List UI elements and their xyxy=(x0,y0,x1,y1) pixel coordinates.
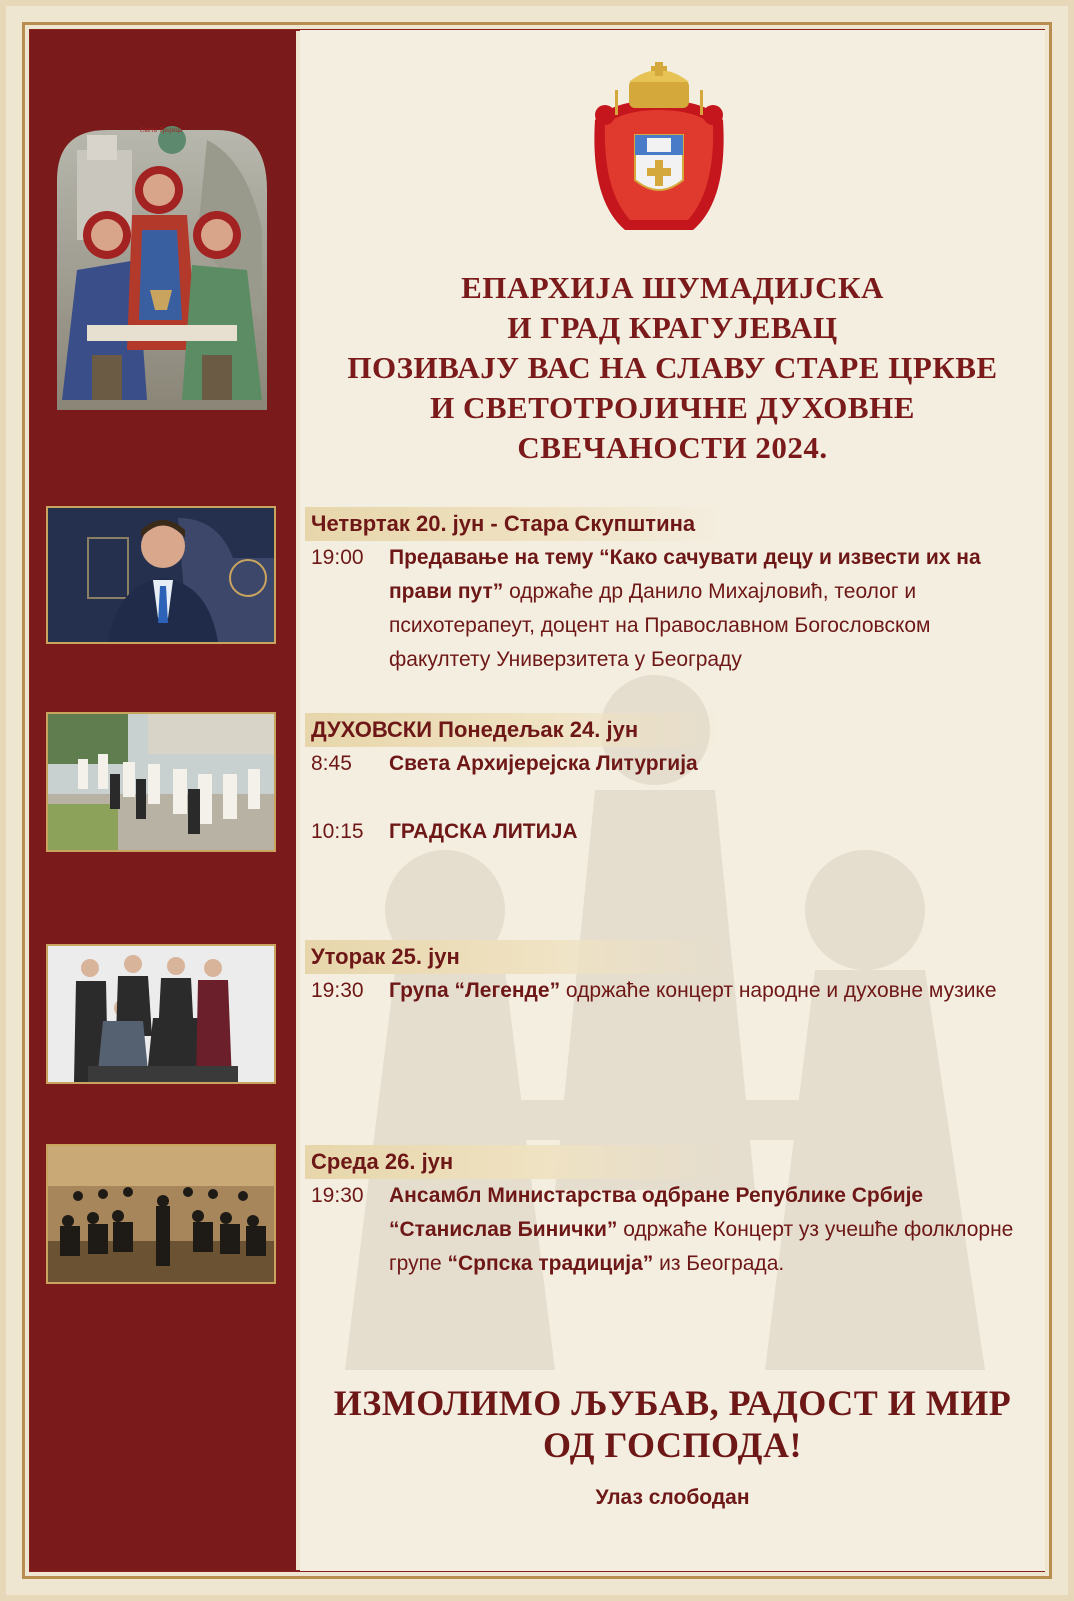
photo-orchestra xyxy=(46,1144,276,1284)
title-line: И СВЕТОТРОЈИЧНЕ ДУХОВНЕ xyxy=(430,390,915,425)
trinity-watermark-icon xyxy=(325,670,1005,1430)
poster-title xyxy=(300,268,1045,468)
band-group-icon xyxy=(48,946,274,1082)
event-description xyxy=(389,815,1029,849)
diocese-coat-of-arms-icon xyxy=(585,60,733,240)
lecturer-portrait-icon xyxy=(48,508,274,642)
title-line: ЕПАРХИЈА ШУМАДИЈСКА xyxy=(461,270,884,305)
title-line: СВЕЧАНОСТИ 2024. xyxy=(517,430,828,465)
event-title: Света Архијерејска Литургија xyxy=(389,752,698,775)
event-details-end: из Београда. xyxy=(653,1252,785,1275)
photo-lecturer xyxy=(46,506,276,644)
event-title-secondary: “Српска традиција” xyxy=(447,1252,654,1275)
entry-note: Улаз слободан xyxy=(595,1486,750,1509)
day-header-thursday: Четвртак 20. јун - Стара Скупштина xyxy=(305,507,725,541)
event-details: одржаће Концерт уз учешће фолклорне групе xyxy=(389,1218,1014,1275)
title-line: ПОЗИВАЈУ ВАС НА СЛАВУ СТАРЕ ЦРКВЕ xyxy=(347,350,998,385)
event-title: Предавање на тему “Како сачувати децу и извести их на прави пут” xyxy=(389,546,981,603)
event-description xyxy=(389,541,1029,677)
procession-image-icon xyxy=(48,714,274,850)
event-time: 19:30 xyxy=(311,979,364,1002)
event-description xyxy=(389,1179,1029,1281)
event-title: Група “Легенде” xyxy=(389,979,561,1002)
day-header-wednesday: Среда 26. јун xyxy=(305,1145,725,1179)
event-time: 19:00 xyxy=(311,546,364,569)
icon-inscription: Света Тројица xyxy=(139,126,183,134)
event-details: одржаће концерт народне и духовне музике xyxy=(560,979,997,1002)
event-title: ГРАДСКА ЛИТИЈА xyxy=(389,820,578,843)
closing-line: ОД ГОСПОДА! xyxy=(543,1425,802,1465)
photo-group-legende xyxy=(46,944,276,1084)
event-description xyxy=(389,747,1029,781)
event-time: 8:45 xyxy=(311,752,352,775)
photo-procession xyxy=(46,712,276,852)
event-title: Ансамбл Министарства одбране Републике Србије “Станислав Бинички” xyxy=(389,1184,924,1241)
orchestra-image-icon xyxy=(48,1146,274,1282)
day-header-monday: ДУХОВСКИ Понедељак 24. јун xyxy=(305,713,725,747)
title-line: И ГРАД КРАГУЈЕВАЦ xyxy=(507,310,838,345)
event-description xyxy=(389,974,1029,1008)
main-panel xyxy=(300,30,1045,1571)
closing-message xyxy=(300,1382,1045,1466)
closing-line: ИЗМОЛИМО ЉУБАВ, РАДОСТ И МИР xyxy=(333,1383,1012,1423)
event-details: одржаће др Данило Михајловић, теолог и психотерапеут, доцент на Православном Богословском факултету Универзитета у Београду xyxy=(389,580,931,671)
event-time: 19:30 xyxy=(311,1184,364,1207)
holy-trinity-icon xyxy=(47,120,275,422)
event-time: 10:15 xyxy=(311,820,364,843)
day-header-tuesday: Уторак 25. јун xyxy=(305,940,725,974)
